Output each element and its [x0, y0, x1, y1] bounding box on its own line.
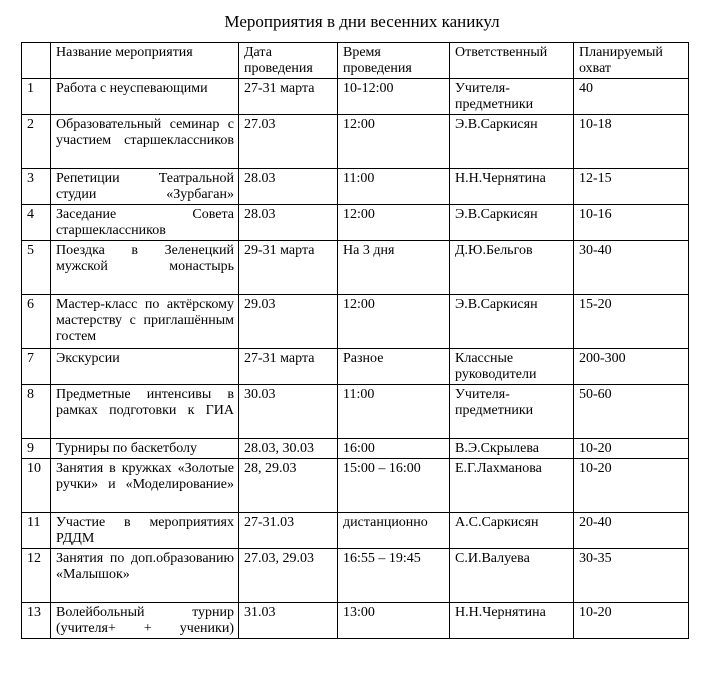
event-responsible: Э.В.Саркисян: [450, 115, 574, 169]
document-title: Мероприятия в дни весенних каникул: [224, 12, 500, 31]
row-number: 9: [22, 439, 51, 459]
event-time: 12:00: [338, 295, 450, 349]
event-name: Поездка в Зеленецкий мужской монастырь: [51, 241, 239, 295]
row-number: 3: [22, 169, 51, 205]
event-responsible: Учителя-предметники: [450, 385, 574, 439]
event-responsible: Н.Н.Чернятина: [450, 169, 574, 205]
event-responsible: В.Э.Скрылева: [450, 439, 574, 459]
table-row: [22, 549, 689, 603]
table-row: [22, 115, 689, 169]
event-date: 29-31 марта: [239, 241, 338, 295]
event-name: Занятия в кружках «Золотые ручки» и «Моделирование»: [51, 459, 239, 513]
event-responsible: Е.Г.Лахманова: [450, 459, 574, 513]
table-header-row: [22, 43, 689, 79]
table-row: [22, 295, 689, 349]
event-name: Заседание Совета старшеклассников: [51, 205, 239, 241]
event-time: 16:00: [338, 439, 450, 459]
row-number: 5: [22, 241, 51, 295]
event-time: На 3 дня: [338, 241, 450, 295]
event-date: 27.03, 29.03: [239, 549, 338, 603]
event-date: 27-31 марта: [239, 349, 338, 385]
row-number: 12: [22, 549, 51, 603]
header-planned-reach: Планируемый охват: [574, 43, 689, 79]
row-number: 6: [22, 295, 51, 349]
event-responsible: А.С.Саркисян: [450, 513, 574, 549]
table-row: [22, 385, 689, 439]
event-time: Разное: [338, 349, 450, 385]
event-name: Образовательный семинар с участием старшеклассников: [51, 115, 239, 169]
event-time: 10-12:00: [338, 79, 450, 115]
event-responsible: Э.В.Саркисян: [450, 205, 574, 241]
header-responsible: Ответственный: [450, 43, 574, 79]
event-name: Турниры по баскетболу: [51, 439, 239, 459]
event-time: 15:00 – 16:00: [338, 459, 450, 513]
row-number: 2: [22, 115, 51, 169]
event-name: Мастер-класс по актёрскому мастерству с приглашённым гостем: [51, 295, 239, 349]
header-time: Время проведения: [338, 43, 450, 79]
table-row: [22, 169, 689, 205]
table-row: [22, 349, 689, 385]
row-number: 10: [22, 459, 51, 513]
event-reach: 10-20: [574, 603, 689, 639]
event-date: 29.03: [239, 295, 338, 349]
event-reach: 40: [574, 79, 689, 115]
event-date: 27.03: [239, 115, 338, 169]
row-number: 4: [22, 205, 51, 241]
header-event-name: Название мероприятия: [51, 43, 239, 79]
row-number: 7: [22, 349, 51, 385]
event-responsible: Учителя-предметники: [450, 79, 574, 115]
event-date: 27-31 марта: [239, 79, 338, 115]
event-reach: 30-40: [574, 241, 689, 295]
event-responsible: С.И.Валуева: [450, 549, 574, 603]
event-time: 13:00: [338, 603, 450, 639]
table-row: [22, 241, 689, 295]
event-name: Репетиции Театральной студии «Зурбаган»: [51, 169, 239, 205]
event-name: Экскурсии: [51, 349, 239, 385]
events-table: [21, 42, 689, 639]
event-reach: 10-20: [574, 459, 689, 513]
event-reach: 10-18: [574, 115, 689, 169]
event-time: 11:00: [338, 385, 450, 439]
event-time: 11:00: [338, 169, 450, 205]
event-name: Предметные интенсивы в рамках подготовки к ГИА: [51, 385, 239, 439]
event-date: 28, 29.03: [239, 459, 338, 513]
event-responsible: Н.Н.Чернятина: [450, 603, 574, 639]
event-reach: 200-300: [574, 349, 689, 385]
event-date: 27-31.03: [239, 513, 338, 549]
event-reach: 12-15: [574, 169, 689, 205]
event-reach: 10-16: [574, 205, 689, 241]
header-date: Дата проведения: [239, 43, 338, 79]
event-time: 12:00: [338, 205, 450, 241]
event-date: 28.03: [239, 205, 338, 241]
event-time: дистанционно: [338, 513, 450, 549]
event-reach: 15-20: [574, 295, 689, 349]
event-time: 16:55 – 19:45: [338, 549, 450, 603]
event-name: Участие в мероприятиях РДДМ: [51, 513, 239, 549]
table-row: [22, 513, 689, 549]
event-time: 12:00: [338, 115, 450, 169]
table-row: [22, 603, 689, 639]
row-number: 8: [22, 385, 51, 439]
event-date: 28.03: [239, 169, 338, 205]
event-responsible: Классные руководители: [450, 349, 574, 385]
header-number: [22, 43, 51, 79]
event-date: 30.03: [239, 385, 338, 439]
row-number: 11: [22, 513, 51, 549]
event-reach: 50-60: [574, 385, 689, 439]
event-name: Занятия по доп.образованию «Малышок»: [51, 549, 239, 603]
event-reach: 10-20: [574, 439, 689, 459]
event-responsible: Э.В.Саркисян: [450, 295, 574, 349]
event-date: 28.03, 30.03: [239, 439, 338, 459]
row-number: 1: [22, 79, 51, 115]
table-row: [22, 439, 689, 459]
table-row: [22, 79, 689, 115]
table-row: [22, 205, 689, 241]
table-row: [22, 459, 689, 513]
event-reach: 20-40: [574, 513, 689, 549]
event-date: 31.03: [239, 603, 338, 639]
event-reach: 30-35: [574, 549, 689, 603]
event-name: Волейбольный турнир (учителя+ + ученики): [51, 603, 239, 639]
row-number: 13: [22, 603, 51, 639]
event-responsible: Д.Ю.Бельгов: [450, 241, 574, 295]
event-name: Работа с неуспевающими: [51, 79, 239, 115]
